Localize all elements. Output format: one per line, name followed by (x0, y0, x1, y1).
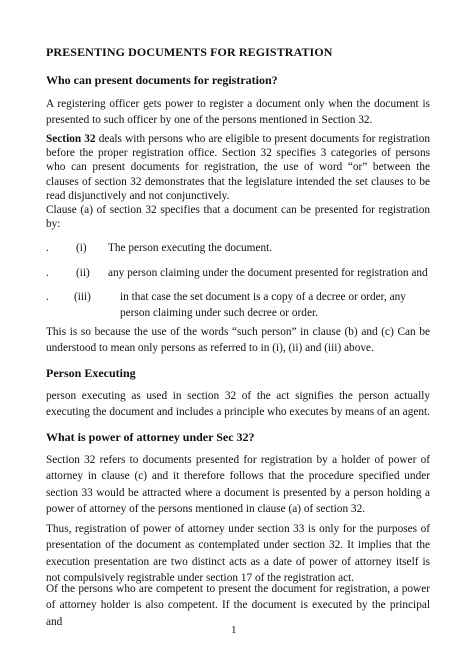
intro-paragraph: A registering officer gets power to register a document only when the document is presented to such officer by one of the persons mentioned in Section 32. (46, 98, 430, 127)
list-bullet: . (46, 267, 49, 279)
section-32-paragraph (46, 132, 430, 203)
list-item-text: The person executing the document. (108, 242, 273, 254)
list-item-text: in that case the set document is a copy of a decree or order, any person claiming under such decree or order. (120, 291, 406, 319)
list-item-text: any person claiming under the document presented for registration and (108, 267, 428, 279)
list-marker: (i) (76, 242, 87, 254)
document-title: PRESENTING DOCUMENTS FOR REGISTRATION (46, 45, 333, 59)
person-executing-paragraph: person executing as used in section 32 of the act signifies the person actually executing the document and includes a principle who executes by means of an agent. (46, 390, 430, 419)
list-marker: (ii) (76, 267, 90, 279)
list-bullet: . (46, 242, 49, 254)
section-heading-who-can-present: Who can present documents for registration? (46, 73, 278, 87)
section-heading-power-of-attorney: What is power of attorney under Sec 32? (46, 430, 255, 444)
power-of-attorney-paragraph-1: Section 32 refers to documents presented for registration by a holder of power of attorney in clause (c) and it therefore follows that the procedure specified under section 33 would be attracted where a document is presented by a person holding a power of attorney of the persons mentioned in clause (a) of section 32. (46, 454, 430, 516)
power-of-attorney-paragraph-3: Of the persons who are competent to present the document for registration, a power of attorney holder is also competent. If the document is executed by the principal and (46, 583, 430, 628)
list-marker: (iii) (74, 291, 91, 303)
section-32-text: deals with persons who are eligible to present documents for registration before the proper registration office. Section 32 specifies 3 categories of persons who can present documents for registration, the use of word “or” between the clauses of section 32 demonstrates that the legislature intended the set clauses to be read disjunctively and not conjunctively. (46, 133, 430, 202)
clause-a-paragraph: Clause (a) of section 32 specifies that a document can be presented for registration by: (46, 204, 430, 231)
list-bullet: . (46, 291, 49, 303)
power-of-attorney-paragraph-2: Thus, registration of power of attorney under section 33 is only for the purposes of presentation of the document as contemplated under section 32. It implies that the execution presentation are two distinct acts as a date of power of attorney itself is not compulsively registrable under section 17 of the registration act. (46, 523, 430, 585)
conclusion-paragraph: This is so because the use of the words “such person” in clause (b) and (c) Can be understood to mean only persons as referred to in (i), (ii) and (iii) above. (46, 326, 430, 355)
section-32-label: Section 32 (46, 133, 96, 145)
page-number: 1 (231, 624, 237, 636)
section-heading-person-executing: Person Executing (46, 366, 136, 380)
